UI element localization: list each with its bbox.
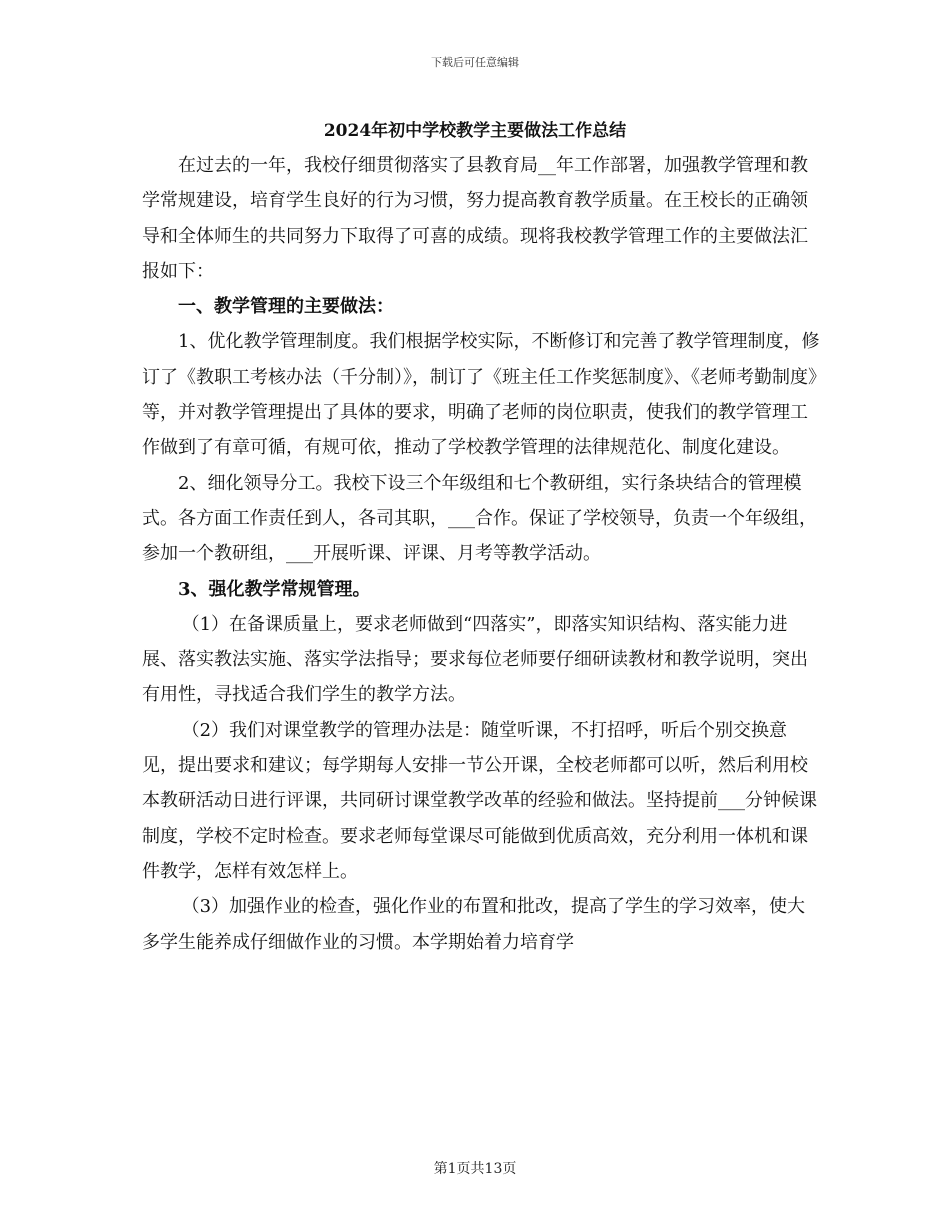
paragraph-sub-3: （3）加强作业的检查，强化作业的布置和批改，提高了学生的学习效率，使大多学生能养成仔细做作业的习惯。本学期始着力培育学 xyxy=(142,896,806,953)
page-header-note: 下载后可任意编辑 xyxy=(431,56,519,69)
section-heading-3: 3、强化教学常规管理。 xyxy=(178,578,371,600)
page-footer-number: 第1页共13页 xyxy=(433,1161,517,1177)
document-title: 2024年初中学校教学主要做法工作总结 xyxy=(323,121,627,141)
section-heading-1: 一、教学管理的主要做法： xyxy=(178,296,394,318)
paragraph-item-1: 1、优化教学管理制度。我们根据学校实际，不断修订和完善了教学管理制度，修订了《教职工考核办法（千分制）》，制订了《班主任工作奖惩制度》、《老师考勤制度》等，并对教学管理提出了具体的要求，明确了老师的岗位职责，使我们的教学管理工作做到了有章可循，有规可依，推动了学校教学管理的法律规范化、制度化建设。 xyxy=(142,331,820,459)
paragraph-item-2: 2、细化领导分工。我校下设三个年级组和七个教研组，实行条块结合的管理模式。各方面工作责任到人，各司其职，___合作。保证了学校领导，负责一个年级组，参加一个教研组，___开展听课、评课、月考等教学活动。 xyxy=(142,472,817,565)
paragraph-intro: 在过去的一年，我校仔细贯彻落实了县教育局__年工作部署，加强教学管理和教学常规建设，培育学生良好的行为习惯，努力提高教育教学质量。在王校长的正确领导和全体师生的共同努力下取得了可喜的成绩。现将我校教学管理工作的主要做法汇报如下： xyxy=(142,155,808,282)
paragraph-sub-2: （2）我们对课堂教学的管理办法是：随堂听课，不打招呼，听后个别交换意见，提出要求和建议；每学期每人安排一节公开课，全校老师都可以听，然后利用校本教研活动日进行评课，共同研讨课堂教学改革的经验和做法。坚持提前___分钟候课制度，学校不定时检查。要求老师每堂课尽可能做到优质高效，充分利用一体机和课件教学，怎样有效怎样上。 xyxy=(142,719,817,882)
document-body xyxy=(142,148,822,960)
paragraph-sub-1: （1）在备课质量上，要求老师做到“四落实”，即落实知识结构、落实能力进展、落实教法实施、落实学法指导；要求每位老师要仔细研读教材和教学说明，突出有用性，寻找适合我们学生的教学方法。 xyxy=(142,613,808,706)
